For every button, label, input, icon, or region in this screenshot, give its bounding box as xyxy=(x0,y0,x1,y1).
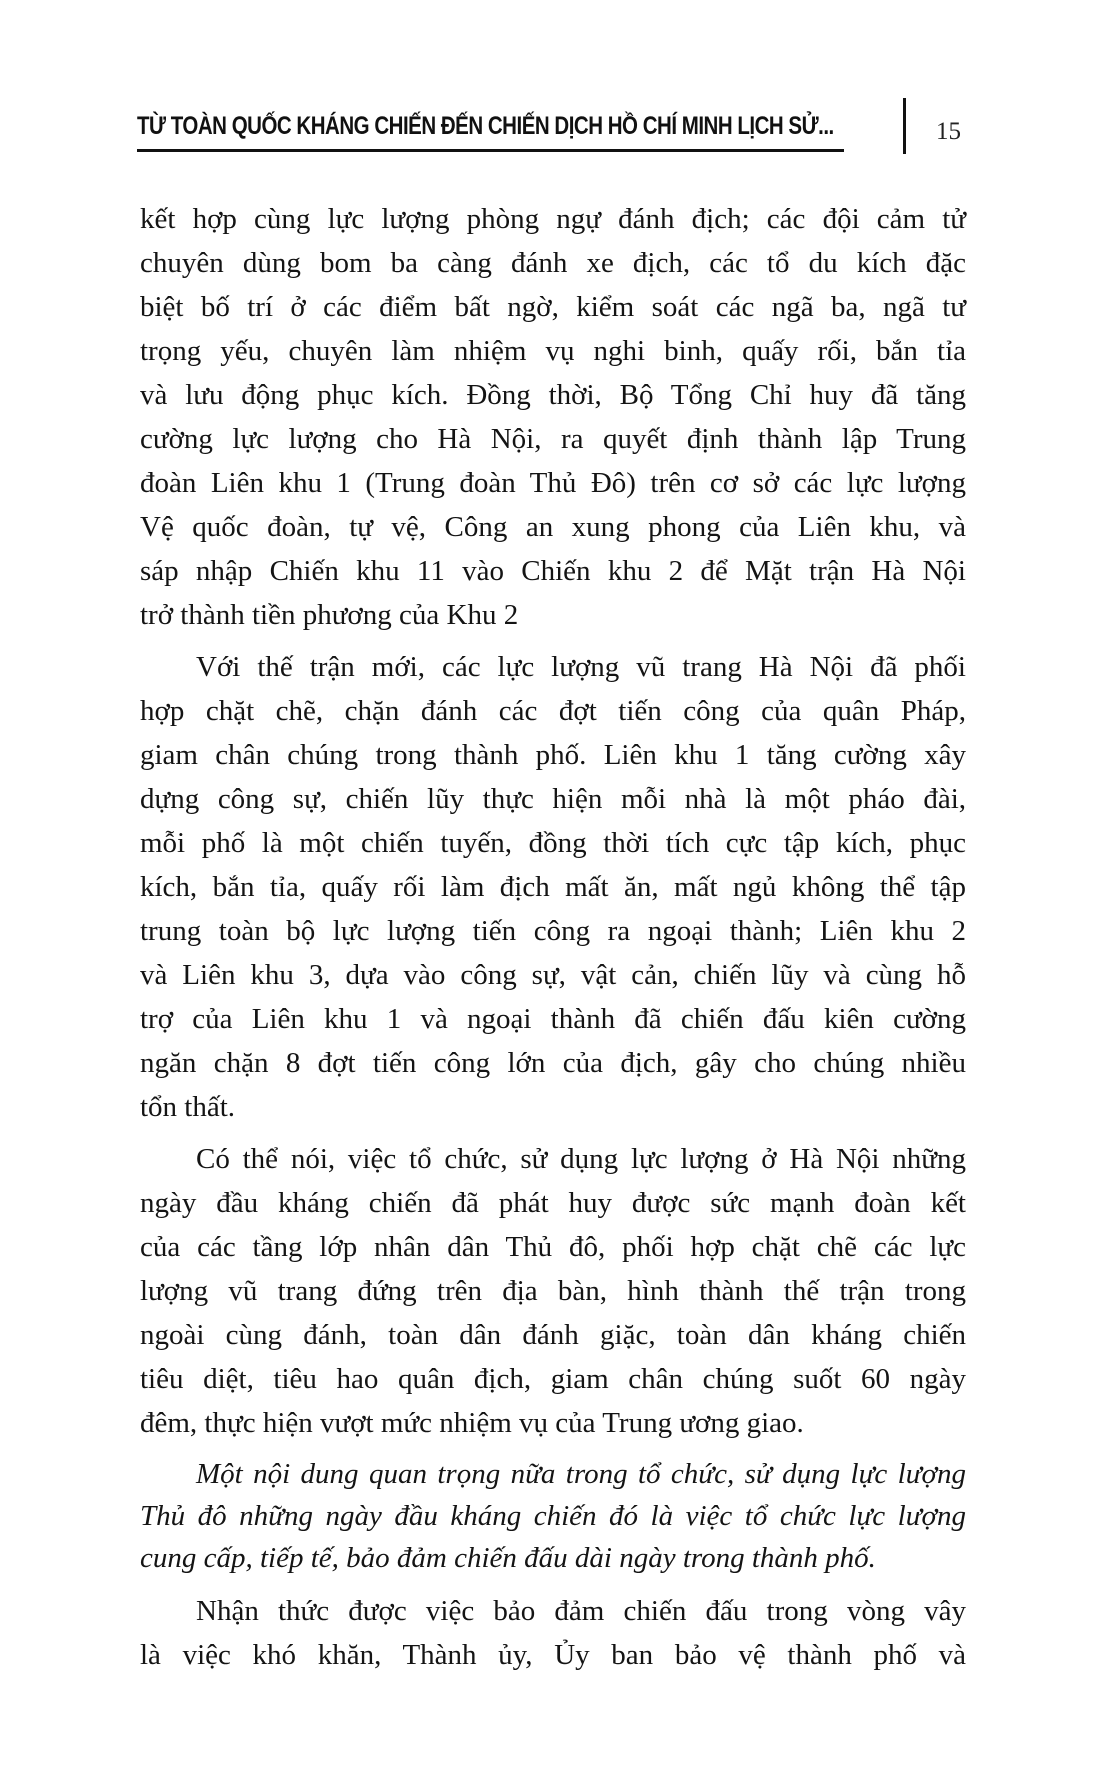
text-line: kết hợp cùng lực lượng phòng ngự đánh địch; các đội cảm tử xyxy=(140,203,966,235)
text-line: và Liên khu 3, dựa vào công sự, vật cản, chiến lũy và cùng hỗ xyxy=(140,959,966,991)
text-line: Thủ đô những ngày đầu kháng chiến đó là việc tổ chức lực lượng xyxy=(140,1500,966,1532)
text-line: trọng yếu, chuyên làm nhiệm vụ nghi binh, quấy rối, bắn tỉa xyxy=(140,335,966,367)
text-line: của các tầng lớp nhân dân Thủ đô, phối hợp chặt chẽ các lực xyxy=(140,1231,966,1263)
text-line: tiêu diệt, tiêu hao quân địch, giam chân chúng suốt 60 ngày xyxy=(140,1363,966,1395)
text-line: kích, bắn tỉa, quấy rối làm địch mất ăn, mất ngủ không thể tập xyxy=(140,871,966,903)
text-line: ngăn chặn 8 đợt tiến công lớn của địch, gây cho chúng nhiều xyxy=(140,1047,966,1079)
text-line: trợ của Liên khu 1 và ngoại thành đã chiến đấu kiên cường xyxy=(140,1003,966,1035)
paragraph xyxy=(140,197,966,637)
paragraph xyxy=(140,1137,966,1445)
text-line: dựng công sự, chiến lũy thực hiện mỗi nhà là một pháo đài, xyxy=(140,783,966,815)
text-line: hợp chặt chẽ, chặn đánh các đợt tiến công của quân Pháp, xyxy=(140,695,966,727)
text-line: là việc khó khăn, Thành ủy, Ủy ban bảo vệ thành phố và xyxy=(140,1639,966,1671)
text-line: Vệ quốc đoàn, tự vệ, Công an xung phong của Liên khu, và xyxy=(140,511,966,543)
text-line: Nhận thức được việc bảo đảm chiến đấu trong vòng vây xyxy=(196,1595,966,1627)
page-number: 15 xyxy=(936,118,961,145)
text-line: và lưu động phục kích. Đồng thời, Bộ Tổng Chỉ huy đã tăng xyxy=(140,379,966,411)
text-line: ngoài cùng đánh, toàn dân đánh giặc, toàn dân kháng chiến xyxy=(140,1319,966,1351)
text-line: giam chân chúng trong thành phố. Liên khu 1 tăng cường xây xyxy=(140,739,966,771)
text-line: sáp nhập Chiến khu 11 vào Chiến khu 2 để Mặt trận Hà Nội xyxy=(140,555,966,587)
text-line: cường lực lượng cho Hà Nội, ra quyết định thành lập Trung xyxy=(140,423,966,455)
text-line: chuyên dùng bom ba càng đánh xe địch, các tổ du kích đặc xyxy=(140,247,966,279)
text-line: trung toàn bộ lực lượng tiến công ra ngoại thành; Liên khu 2 xyxy=(140,915,966,947)
running-head-underline xyxy=(137,149,844,152)
body-text xyxy=(140,197,966,1685)
text-line: mỗi phố là một chiến tuyến, đồng thời tích cực tập kích, phục xyxy=(140,827,966,859)
text-line: Với thế trận mới, các lực lượng vũ trang Hà Nội đã phối xyxy=(196,651,966,683)
text-line: trở thành tiền phương của Khu 2 xyxy=(140,599,519,631)
text-line: đêm, thực hiện vượt mức nhiệm vụ của Trung ương giao. xyxy=(140,1407,804,1439)
text-line: cung cấp, tiếp tế, bảo đảm chiến đấu dài ngày trong thành phố. xyxy=(140,1542,876,1574)
text-line: ngày đầu kháng chiến đã phát huy được sức mạnh đoàn kết xyxy=(140,1187,966,1219)
paragraph xyxy=(140,1589,966,1677)
text-line: Một nội dung quan trọng nữa trong tổ chức, sử dụng lực lượng xyxy=(196,1458,966,1490)
paragraph xyxy=(140,645,966,1129)
text-line: Có thể nói, việc tổ chức, sử dụng lực lượng ở Hà Nội những xyxy=(196,1143,966,1175)
header-divider-bar xyxy=(903,98,906,154)
text-line: biệt bố trí ở các điểm bất ngờ, kiểm soát các ngã ba, ngã tư xyxy=(140,291,966,323)
text-line: tổn thất. xyxy=(140,1091,236,1123)
text-line: lượng vũ trang đứng trên địa bàn, hình thành thế trận trong xyxy=(140,1275,966,1307)
italic-paragraph xyxy=(140,1453,966,1579)
text-line: đoàn Liên khu 1 (Trung đoàn Thủ Đô) trên cơ sở các lực lượng xyxy=(140,467,966,499)
running-head-title: TỪ TOÀN QUỐC KHÁNG CHIẾN ĐẾN CHIẾN DỊCH HỒ CHÍ MINH LỊCH SỬ... xyxy=(137,112,834,140)
